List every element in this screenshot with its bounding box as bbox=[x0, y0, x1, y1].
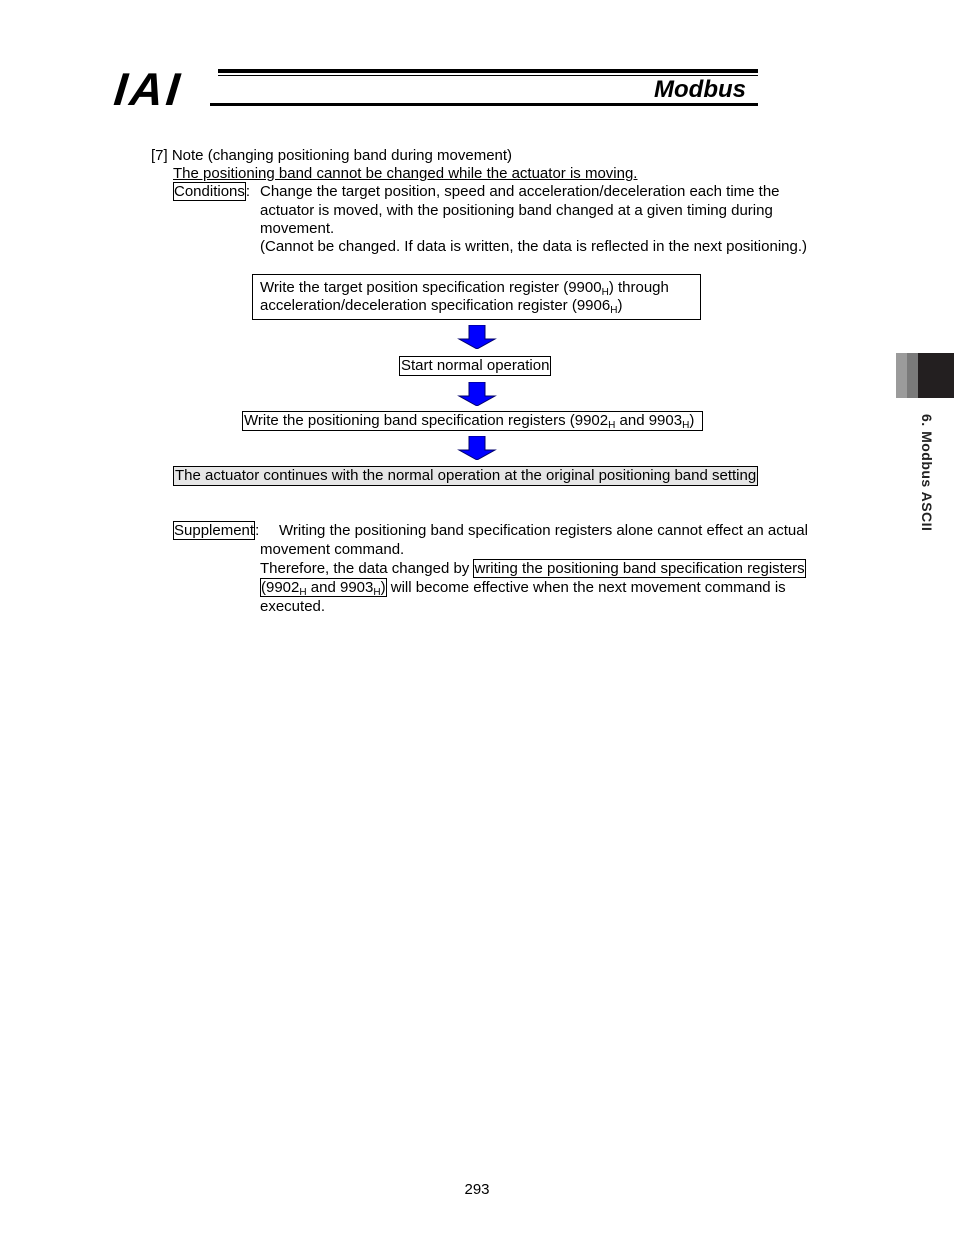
page-number: 293 bbox=[464, 1181, 490, 1198]
supplement-line-4: ($9902_H$ and $9903_H$) will become effective when the next movement command is bbox=[261, 579, 786, 598]
supplement-line-5: executed. bbox=[260, 598, 326, 615]
supplement-line-3: Therefore, the data changed by writing the positioning band specification registers bbox=[260, 560, 805, 577]
supplement-label: Supplement bbox=[174, 522, 255, 539]
conditions-line-4: (Cannot be changed. If data is written, the data is reflected in the next positioning.) bbox=[260, 238, 807, 255]
conditions-colon: : bbox=[245, 183, 251, 200]
supplement-colon: : bbox=[255, 522, 260, 539]
flow-step-1-line-1: Write the target position specification register $(9900_H)$ through bbox=[260, 279, 669, 298]
conditions-line-2: actuator is moved, with the positioning band changed at a given timing during bbox=[260, 202, 773, 219]
conditions-label: Conditions bbox=[174, 183, 245, 200]
supplement-boxed-phrase-1: writing the positioning band specification registers bbox=[474, 560, 805, 577]
down-arrow-icon bbox=[457, 325, 497, 349]
flow-step-write-band: Write the positioning band specification registers ($9902_H$ and $9903_H$) bbox=[242, 411, 703, 431]
underlined-note: The positioning band cannot be changed while the actuator is moving. bbox=[173, 165, 638, 182]
chapter-side-label: 6. Modbus ASCII bbox=[919, 414, 935, 532]
iai-logo: IAI bbox=[111, 63, 185, 115]
supplement-boxed-phrase-2: ($9902_H$ and $9903_H$) bbox=[261, 579, 386, 598]
side-tab-mid bbox=[907, 353, 918, 398]
header-title: Modbus bbox=[654, 76, 746, 103]
section-heading: [7] Note (changing positioning band during movement) bbox=[151, 147, 513, 164]
supplement-row bbox=[173, 522, 259, 540]
flow-step-write-target bbox=[252, 274, 701, 320]
down-arrow-icon bbox=[457, 382, 497, 406]
conditions-line-1: Change the target position, speed and acceleration/deceleration each time the bbox=[260, 183, 780, 200]
down-arrow-icon bbox=[457, 436, 497, 460]
header-rule-bottom bbox=[210, 103, 758, 106]
supplement-line-2: movement command. bbox=[260, 541, 405, 558]
conditions-row bbox=[173, 183, 250, 201]
conditions-line-3: movement. bbox=[260, 220, 335, 237]
supplement-line-1: Writing the positioning band specification registers alone cannot effect an actual bbox=[279, 522, 808, 539]
header-rule-top bbox=[218, 69, 758, 73]
flow-step-continue-operation: The actuator continues with the normal operation at the original positioning band setting bbox=[175, 467, 757, 484]
flow-step-1-line-2: acceleration/deceleration specification register $(9906_H)$ bbox=[260, 297, 623, 316]
side-tab-dark bbox=[918, 353, 954, 398]
flow-step-start-operation: Start normal operation bbox=[401, 357, 550, 374]
